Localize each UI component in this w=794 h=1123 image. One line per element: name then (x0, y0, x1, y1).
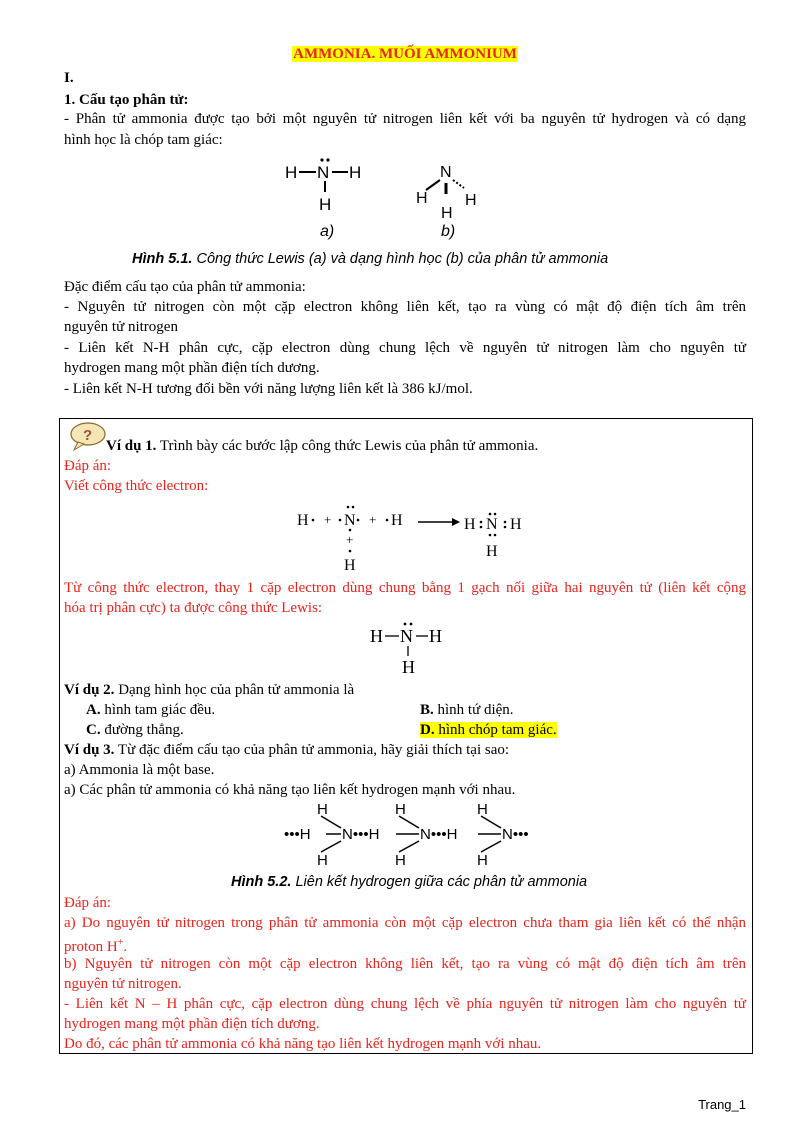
svg-text:H: H (297, 512, 309, 529)
lewis-structure-figure (274, 150, 514, 245)
answer-a-line-2: proton H+. (64, 937, 128, 955)
answer-c-line-2: hydrogen mang một phần điện tích dương. (64, 1016, 320, 1032)
option-c: C. đường thẳng. (86, 722, 184, 738)
example-2-question: Ví dụ 2. Dạng hình học của phân tử ammonia là (64, 682, 355, 698)
svg-text:N•••H: N•••H (342, 826, 380, 843)
atom-n-b: N (440, 164, 452, 181)
atom-h-b-left: H (416, 190, 428, 207)
option-a: A. hình tam giác đều. (86, 702, 216, 718)
features-title: Đặc điểm cấu tạo của phân tử ammonia: (64, 279, 306, 295)
atom-h-right: H (349, 163, 362, 182)
example-3-part-b: a) Các phân tử ammonia có khả năng tạo liên kết hydrogen mạnh với nhau. (64, 782, 516, 798)
svg-text:N•••: N••• (502, 826, 529, 843)
intro-line-2: hình học là chóp tam giác: (64, 132, 223, 148)
atom-n: N (317, 163, 330, 182)
svg-text:H: H (429, 626, 442, 646)
lewis-formula-a (285, 158, 361, 240)
feature-2-line-2: hydrogen mang một phần điện tích dương. (64, 360, 320, 376)
example-1-answer-label: Đáp án: (64, 458, 112, 474)
hydrogen-bond-figure (282, 798, 542, 870)
answer-b-line-2: nguyên tử nitrogen. (64, 976, 182, 992)
section-roman: I. (64, 70, 74, 86)
svg-text:N•••H: N•••H (420, 826, 458, 843)
example-1-step-2-line-1: Từ công thức electron, thay 1 cặp electron dùng chung bằng 1 gạch nối giữa hai nguyên tử (liên kết cộng (64, 580, 746, 596)
option-d-correct: D. hình chóp tam giác. (420, 722, 557, 738)
svg-text:H: H (477, 801, 488, 818)
figure-5-1-caption: Hình 5.1. Công thức Lewis (a) và dạng hình học (b) của phân tử ammonia (132, 251, 609, 267)
feature-1-line-2: nguyên tử nitrogen (64, 319, 178, 335)
answer-b-line-1: b) Nguyên tử nitrogen còn một cặp electron không liên kết, tạo ra vùng có mật độ điện tích âm trên (64, 956, 746, 972)
atom-h-b-bottom: H (441, 205, 453, 222)
svg-text:N: N (344, 512, 356, 529)
answer-conclusion: Do đó, các phân tử ammonia có khả năng tạo liên kết hydrogen mạnh với nhau. (64, 1036, 542, 1052)
feature-3: - Liên kết N-H tương đối bền với năng lượng liên kết là 386 kJ/mol. (64, 381, 473, 397)
electron-formula-figure (292, 498, 562, 578)
label-a: a) (320, 223, 335, 240)
svg-text:+: + (324, 512, 332, 527)
example-3-part-a: a) Ammonia là một base. (64, 762, 215, 778)
figure-5-2-caption: Hình 5.2. Liên kết hydrogen giữa các phân tử ammonia (231, 874, 588, 890)
heading-structure: 1. Cấu tạo phân tử: (64, 92, 189, 108)
question-bubble-icon (68, 420, 108, 452)
svg-text:H: H (395, 801, 406, 818)
example-1-step-1: Viết công thức electron: (64, 478, 209, 494)
svg-text:+: + (346, 532, 354, 547)
example-1-question: Ví dụ 1. Trình bày các bước lập công thức Lewis của phân tử ammonia. (106, 438, 539, 454)
feature-2-line-1: - Liên kết N-H phân cực, cặp electron dùng chung lệch về nguyên tử nitrogen làm cho nguyên tử (64, 340, 746, 356)
atom-h-left: H (285, 163, 298, 182)
lewis-formula-example (366, 618, 456, 678)
svg-text:+: + (369, 512, 377, 527)
option-b: B. hình tứ diện. (420, 702, 514, 718)
svg-text:N: N (486, 516, 498, 533)
feature-1-line-1: - Nguyên tử nitrogen còn một cặp electron không liên kết, tạo ra vùng có mật độ điện tích âm trên (64, 299, 746, 315)
svg-text:•••H: •••H (284, 826, 311, 843)
svg-text:H: H (486, 543, 498, 560)
svg-text:H: H (402, 657, 415, 677)
svg-text:H: H (317, 852, 328, 869)
svg-text:H: H (464, 516, 476, 533)
svg-text:N: N (400, 626, 413, 646)
svg-text:H: H (344, 557, 356, 574)
answer-c-line-1: - Liên kết N – H phân cực, cặp electron dùng chung lệch về phía nguyên tử nitrogen làm cho nguyên tử (64, 996, 746, 1012)
svg-text:H: H (317, 801, 328, 818)
atom-h-b-right: H (465, 192, 477, 209)
label-b: b) (441, 223, 456, 240)
page-title: AMMONIA. MUỐI AMMONIUM (293, 46, 517, 62)
atom-h-bottom: H (319, 195, 332, 214)
svg-text:H: H (391, 512, 403, 529)
svg-text:H: H (370, 626, 383, 646)
intro-line-1: - Phân tử ammonia được tạo bởi một nguyên tử nitrogen liên kết với ba nguyên tử hydrogen và có dạng (64, 111, 746, 127)
example-3-answer-label: Đáp án: (64, 895, 112, 911)
example-1-step-2-line-2: hóa trị phân cực) ta được công thức Lewis: (64, 600, 323, 616)
svg-text:H: H (477, 852, 488, 869)
svg-text:?: ? (83, 427, 93, 444)
geometry-b (416, 164, 477, 240)
svg-text:H: H (395, 852, 406, 869)
svg-text:H: H (510, 516, 522, 533)
page-number: Trang_1 (698, 1097, 746, 1112)
example-3-question: Ví dụ 3. Từ đặc điểm cấu tạo của phân tử ammonia, hãy giải thích tại sao: (64, 742, 510, 758)
answer-a-line-1: a) Do nguyên tử nitrogen trong phân tử ammonia còn một cặp electron chưa tham gia liên kết có thể nhận (64, 915, 746, 931)
